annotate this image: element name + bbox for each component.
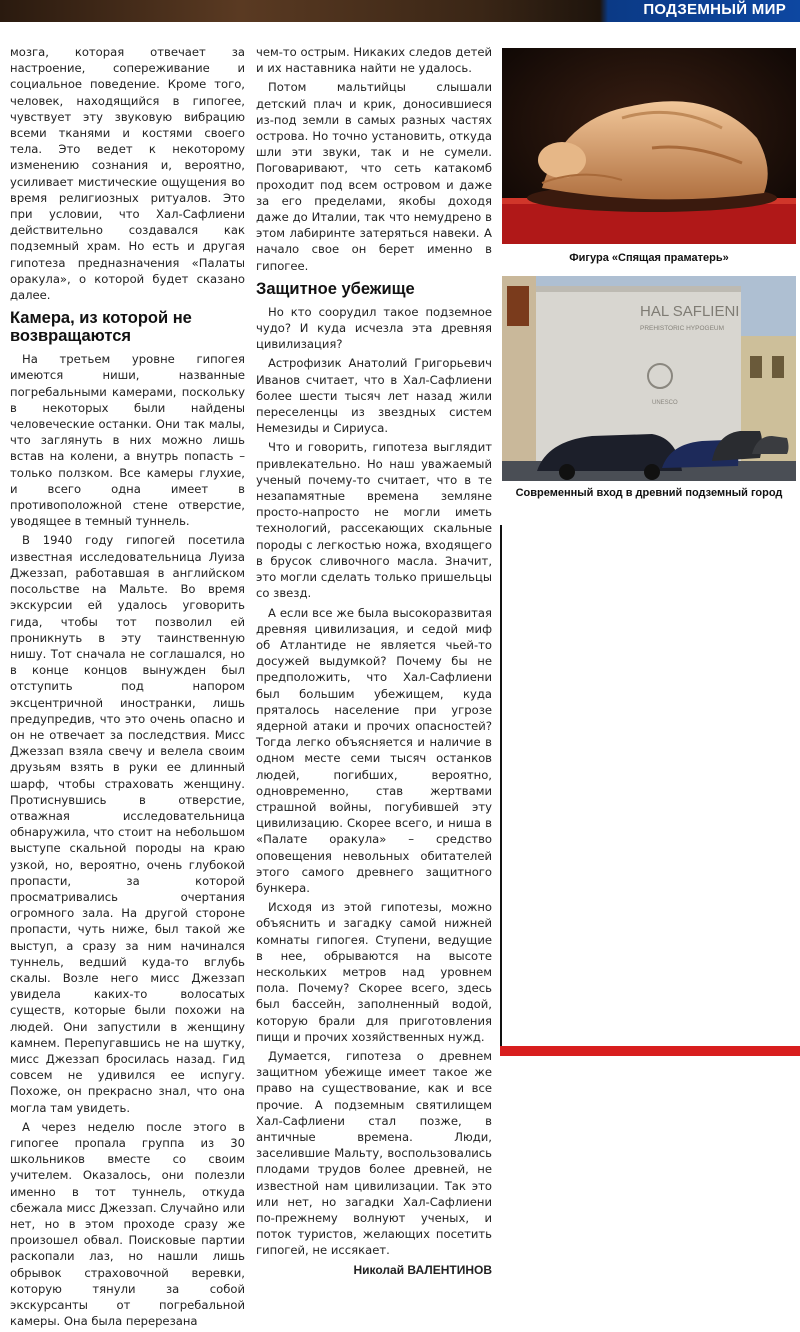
paragraph: В 1940 году гипогей посетила известная исследовательница Луиза Джеззап, работавшая в английском посольстве на Мальте. Во время экскурсии ей удалось уговорить гида, чтобы тот позволил ей проникнуть в эту таинственную нишу. Тот сначала не соглашался, но в конце концов вынужден был отступить под напором эксцентричной иностранки, лишь предупредив, что это очень опасно и он не отвечает за последствия. Мисс Джеззап взяла свечу и велела своим друзьям взять в руки ее длинный шарф, чтобы страховать женщину. Протиснувшись в отверстие, отважная исследовательница обнаружила, что стоит на небольшом выступе скальной породы на краю узкой, но, вероятно, очень глубокой пропасти, за которой просматривались очертания огромного зала. На другой стороне пропасти, чуть ниже, был такой же выступ, а сразу за ним начинался туннель, ведший куда-то вглубь скалы. Возле него мисс Джеззап увидела каких-то волосатых существ, которые были похожи на людей. Они запустили в женщину камнем. Перепугавшись не на шутку, мисс Джеззап бросилась назад. Гид совсем не удивился ее испугу. Похоже, он прекрасно знал, что она могла там увидеть. [10,533,245,1115]
paragraph: чем-то острым. Никаких следов детей и их наставника найти не удалось. [256,45,492,76]
section-header-bar [0,0,800,22]
paragraph: Астрофизик Анатолий Григорьевич Иванов считает, что в Хал-Сафлиени более шести тысяч лет назад жили переселенцы из звездных систем Немезиды и Сириуса. [256,356,492,436]
column-divider [500,525,502,1056]
sign-text-unesco: UNESCO [652,400,678,406]
sleeping-lady-photo [502,48,796,244]
entrance-illustration [502,276,796,481]
sign-text-sub: PREHISTORIC HYPOGEUM [640,325,725,332]
photo-caption: Фигура «Спящая праматерь» [569,252,729,264]
text-column-2 [256,44,492,1278]
paragraph: А если все же была высокоразвитая древняя цивилизация, и седой миф об Атлантиде не является чьей-то досужей выдумкой? Почему бы не предположить, что Хал-Сафлиени был большим убежищем, куда пряталось население при угрозе ядерной атаки и прочих опасностей? Тогда легко объясняется и наличие в одном месте семи тысяч останков людей, погибших, вероятно, одновременно, став жертвами страшной войны, погубившей эту цивилизацию. Скорее всего, и ниша в «Палате оракула» – средство оповещения невольных обитателей этого самого древнего защитного бункера. [256,605,492,895]
subheading: Камера, из которой не возвращаются [10,309,192,346]
bottom-accent-bar [500,1046,800,1056]
paragraph: мозга, которая отвечает за настроение, сопереживание и социальное поведение. Кроме того, человек, находящийся в гипогее, чувствует эту звуковую вибрацию всеми тканями и костями своего тела. Это ведет к некоторому изменению сознания и, вероятно, усиливает мистические ощущения во время религиозных ритуалов. Это при условии, что Хал-Сафлиени действительно создавался как подземный храм. Но есть и другая гипотеза предназначения «Палаты оракула», о которой будет сказано далее. [10,45,245,303]
paragraph: Но кто соорудил такое подземное чудо? И куда исчезла эта древняя цивилизация? [256,304,492,352]
paragraph: Исходя из этой гипотезы, можно объяснить и загадку самой нижней комнаты гипогея. Ступени, ведущие в нее, обрываются на высоте нескольких метров над уровнем пола. Почему? Скорее всего, здесь был бассейн, заполненный водой, которую брали для приготовления пищи и прочих хозяйственных нужд. [256,900,492,1044]
subheading: Защитное убежище [256,279,415,298]
paragraph: А через неделю после этого в гипогее пропала группа из 30 школьников вместе со своим учителем. Оказалось, они полезли именно в тот туннель, откуда сбежала мисс Джеззап. Случайно или нет, но в этом проходе сразу же произошел обвал. Поисковые партии раскопали лаз, но нашли лишь обрывок страховочной веревки, которую тянули за собой экскурсанты от погребальной камеры. Она была перерезана [10,1119,245,1329]
section-title: ПОДЗЕМНЫЙ МИР [643,1,786,18]
text-column-1 [10,44,245,1332]
sign-text-main: HAL SAFLIENI [640,303,740,320]
article-author: Николай ВАЛЕНТИНОВ [353,1262,492,1277]
paragraph: На третьем уровне гипогея имеются ниши, названные погребальными камерами, поскольку в некоторых были найдены человеческие останки. Они так малы, что заглянуть в них можно лишь встав на колени, а внутрь попасть – только ползком. Все камеры глухие, и всего одна имеет в противоположной стене отверстие, уводящее в темный туннель. [10,352,245,529]
paragraph: Потом мальтийцы слышали детский плач и крик, доносившиеся из-под земли в самых разных частях острова. Но точно установить, откуда шли эти звуки, так и не сумели. Поговаривают, что сеть катакомб проходит под всем островом и даже за его пределами, якобы доходя даже до Италии, так что немудрено в этом лабиринте затеряться навеки. А начало свое он берет именно в гипогее. [256,80,492,273]
sleeping-lady-illustration [502,48,796,244]
hypogeum-entrance-photo [502,276,796,481]
paragraph: Думается, гипотеза о древнем защитном убежище имеет такое же право на существование, как и все прочие. А подземным святилищем Хал-Сафлиени стал позже, в античные времена. Люди, заселившие Мальту, воспользовались плодами трудов более древней, не известной нам цивилизации. Так это или нет, но загадки Хал-Сафлиени по-прежнему волнуют ученых, и поток туристов, желающих посетить гипогей, не иссякает. [256,1048,492,1258]
photo-caption: Современный вход в древний подземный город [515,487,783,499]
paragraph: Что и говорить, гипотеза выглядит привлекательно. Но наш уважаемый ученый почему-то считает, что в те незапамятные времена земляне просто-напросто не могли иметь технологий, рассекающих скальные породы с легкостью ножа, входящего в брусок сливочного масла. Значит, это могли сделать только пришельцы со звезд. [256,440,492,601]
